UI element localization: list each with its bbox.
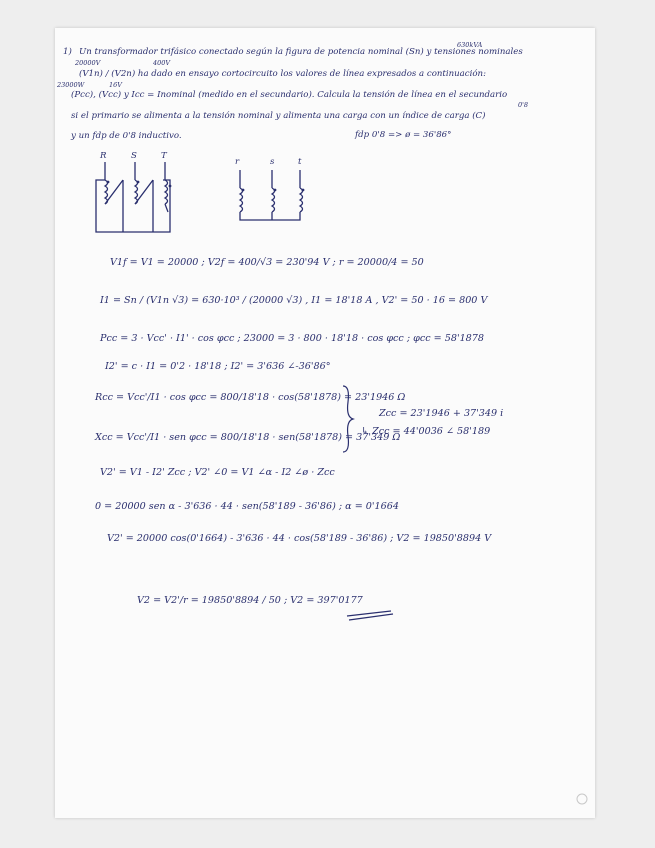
problem-line-4: si el primario se alimenta a la tensión nominal y alimenta una carga con un índice de carga (C)	[71, 111, 486, 121]
corner-note: 630kVA	[457, 41, 483, 49]
eq-zcc-rect: Zcc = 23'1946 + 37'349 i	[379, 408, 504, 419]
label-R: R	[100, 151, 107, 161]
annotation-v2: 400V	[153, 59, 171, 67]
annotation-pcc: 23000W	[57, 81, 85, 89]
label-t: t	[298, 157, 302, 167]
eq-secondary-referred: V2' = 20000 cos(0'1664) - 3'636 · 44 · cos(58'189 - 36'86) ; V2 = 19850'8894 V	[107, 533, 492, 544]
primary-delta-diagram	[90, 162, 180, 240]
problem-line-2: (V1n) / (V2n) ha dado en ensayo cortocircuito los valores de línea expresados a continuación:	[79, 69, 486, 79]
eq-xcc: Xcc = Vcc'/I1 · sen φcc = 800/18'18 · sen(58'1878) = 37'349 Ω	[95, 432, 401, 443]
problem-line-1: Un transformador trifásico conectado según la figura de potencia nominal (Sn) y tensiones nominales	[79, 47, 523, 57]
eq-rcc: Rcc = Vcc'/I1 · cos φcc = 800/18'18 · cos(58'1878) = 23'1946 Ω	[95, 392, 406, 403]
eq-nominal-current: I1 = Sn / (V1n √3) = 630·10³ / (20000 √3) , I1 = 18'18 A , V2' = 50 · 16 = 800 V	[100, 295, 488, 306]
paper-sheet	[55, 28, 595, 818]
eq-zcc-polar: ↳ Zcc = 44'0036 ∠ 58'189	[361, 426, 491, 437]
label-T: T	[161, 151, 167, 161]
eq-short-circuit-power: Pcc = 3 · Vcc' · I1' · cos φcc ; 23000 = 3 · 800 · 18'18 · cos φcc ; φcc = 58'1878	[100, 333, 484, 344]
annotation-c: 0'8	[518, 101, 529, 109]
eq-alpha: 0 = 20000 sen α - 3'636 · 44 · sen(58'189 - 36'86) ; α = 0'1664	[95, 501, 399, 512]
result-underline	[345, 608, 395, 622]
label-s: s	[270, 157, 275, 167]
annotation-vcc: 16V	[109, 81, 122, 89]
fdp-note: fdp 0'8 => ø = 36'86°	[355, 130, 452, 140]
eq-voltage-relation: V2' = V1 - I2' Zcc ; V2' ∠0 = V1 ∠α - I2 ∠ø · Zcc	[100, 467, 335, 478]
problem-line-3: (Pcc), (Vcc) y Icc = Inominal (medido en el secundario). Calcula la tensión de línea en el secundario	[71, 90, 508, 100]
eq-secondary-voltage: V2 = V2'/r = 19850'8894 / 50 ; V2 = 397'0177	[137, 595, 363, 606]
problem-line-5: y un fdp de 0'8 inductivo.	[71, 131, 182, 141]
annotation-v1: 20000V	[75, 59, 101, 67]
eq-load-current: I2' = c · I1 = 0'2 · 18'18 ; I2' = 3'636 ∠-36'86°	[105, 361, 331, 372]
impedance-brace	[341, 384, 355, 454]
corner-stamp-icon	[575, 792, 589, 806]
problem-number: 1)	[63, 47, 72, 57]
label-S: S	[131, 151, 137, 161]
eq-phase-voltages: V1f = V1 = 20000 ; V2f = 400/√3 = 230'94 V ; r = 20000/4 = 50	[110, 257, 424, 268]
label-r: r	[235, 157, 240, 167]
secondary-star-diagram	[230, 170, 310, 226]
